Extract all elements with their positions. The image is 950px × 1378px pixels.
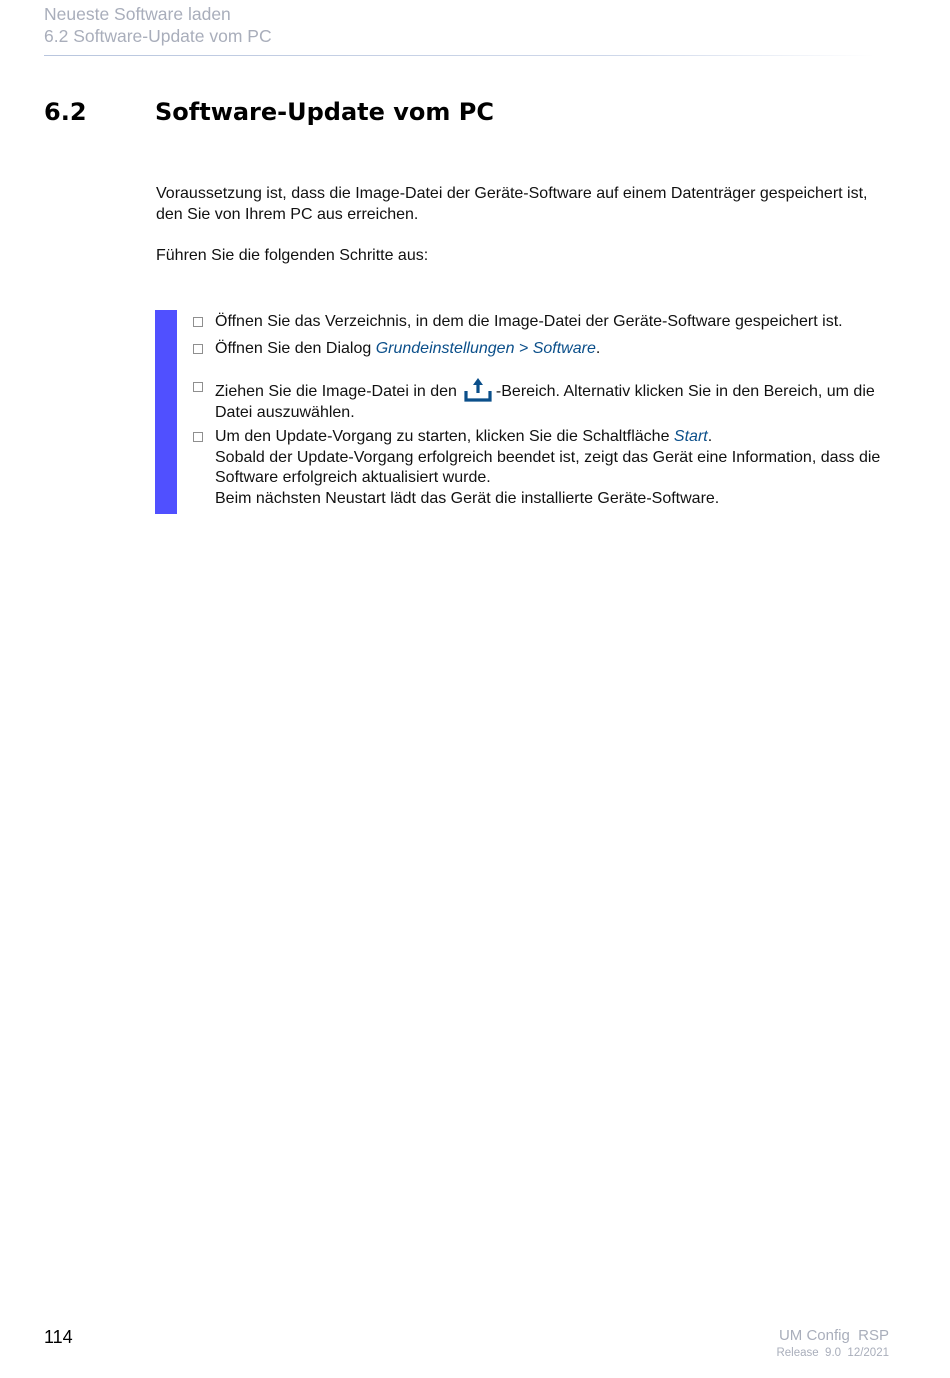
step-text-post: -Bereich. Alternativ klicken Sie in den Bereich, um die Datei auszuwählen. [215, 383, 875, 421]
instruction-paragraph: Führen Sie die folgenden Schritte aus: [156, 247, 429, 264]
step-item-3 [193, 377, 893, 424]
section-number: 6.2 [44, 98, 87, 126]
header-divider [44, 55, 874, 56]
running-header [44, 3, 272, 47]
footer-doc-title: UM Config RSP [778, 1327, 889, 1344]
step-text-pre: Öffnen Sie den Dialog [215, 340, 376, 357]
step-checkbox-icon [193, 317, 203, 327]
step-text [215, 427, 893, 509]
dialog-path-reference: Grundeinstellungen > Software [375, 340, 596, 357]
step-checkbox-icon [193, 382, 203, 392]
step-restart-text: Beim nächsten Neustart lädt das Gerät die installierte Geräte-Software. [215, 489, 720, 507]
steps-marker-bar [155, 310, 177, 514]
footer-release: Release 9.0 12/2021 [776, 1347, 889, 1359]
start-button-reference: Start [673, 428, 708, 445]
prerequisite-paragraph: Voraussetzung ist, dass die Image-Datei der Geräte-Software auf einem Datenträger gespeichert ist, den Sie von Ihrem PC aus erreichen. [156, 185, 868, 223]
section-title: Software-Update vom PC [155, 98, 494, 126]
step-text [215, 377, 893, 424]
step-checkbox-icon [193, 344, 203, 354]
step-item-4 [193, 427, 893, 509]
step-text: Öffnen Sie das Verzeichnis, in dem die Image-Datei der Geräte-Software gespeichert ist. [215, 313, 843, 330]
step-text [215, 339, 893, 360]
running-header-chapter: Neueste Software laden [44, 4, 231, 24]
step-item-2 [193, 339, 893, 360]
step-checkbox-icon [193, 432, 203, 442]
upload-icon [463, 377, 493, 403]
step-text-pre: Um den Update-Vorgang zu starten, klicken Sie die Schaltfläche [215, 428, 674, 445]
step-text-post: . [707, 428, 713, 445]
step-item-1 [193, 312, 893, 333]
page-number: 114 [44, 1327, 73, 1347]
step-text-post: . [595, 340, 601, 357]
step-result-text: Sobald der Update-Vorgang erfolgreich beendet ist, zeigt das Gerät eine Information, dass die Software erfolgreich aktualisiert wurde. [215, 448, 881, 486]
step-text-pre: Ziehen Sie die Image-Datei in den [215, 383, 457, 400]
running-header-section: 6.2 Software-Update vom PC [44, 26, 272, 46]
footer-doc-info [776, 1326, 889, 1361]
